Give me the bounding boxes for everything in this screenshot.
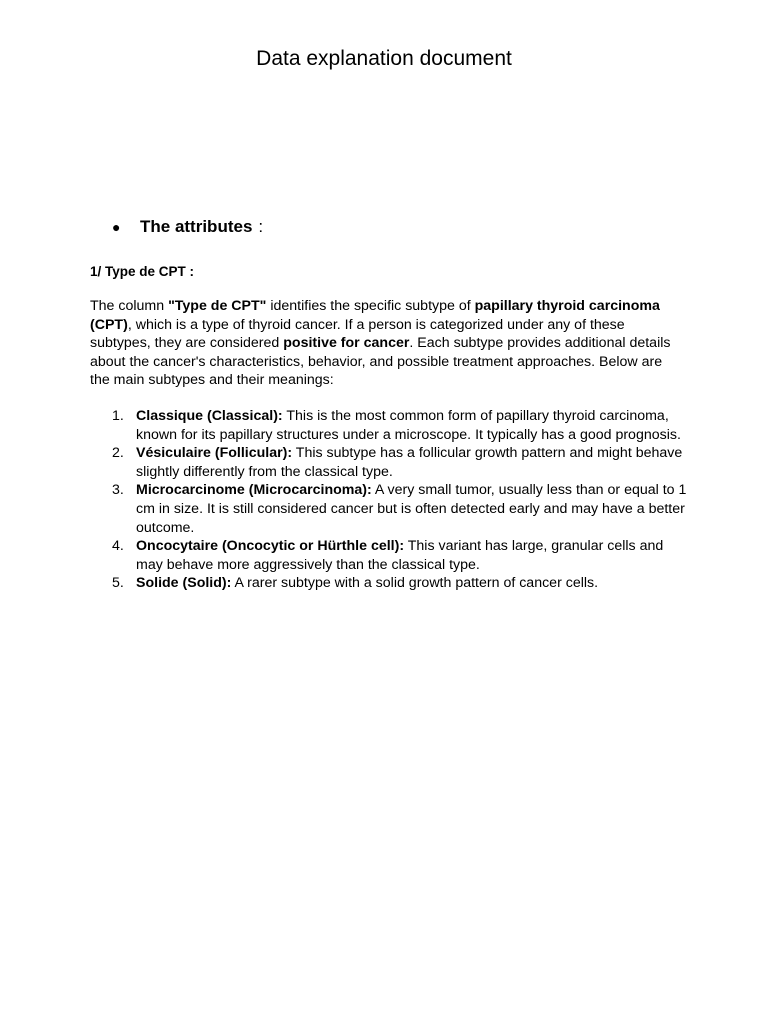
list-item-number: 5. [112, 575, 124, 592]
attributes-heading-colon: : [258, 217, 264, 236]
list-item [90, 537, 690, 574]
list-item [90, 444, 690, 481]
subtype-name: Classique (Classical): [136, 408, 283, 424]
document-title: Data explanation document [256, 47, 512, 70]
subtype-name: Vésiculaire (Follicular): [136, 445, 293, 462]
intro-bold-cancer-name: papillary thyroid carcinoma (CPT) [90, 298, 660, 333]
attributes-heading-label: The attributes [140, 217, 253, 236]
intro-text-4: . Each subtype provides additional details about the cancer's characteristics, behavior, and possible treatment approaches. Below are the main subtypes and their meanings: [90, 335, 671, 389]
subtype-description: This is the most common form of papillary thyroid carcinoma, known for its papillary structures under a microscope. It typically has a good prognosis. [136, 408, 681, 443]
subtype-description: This subtype has a follicular growth pattern and might behave slightly differently from the classical type. [136, 445, 683, 480]
intro-bold-column-name: "Type de CPT" [168, 298, 267, 314]
section-title: 1/ Type de CPT : [90, 264, 195, 279]
subtypes-list [90, 407, 690, 593]
subtype-name: Microcarcinome (Microcarcinoma): [136, 482, 372, 499]
intro-bold-positive: positive for cancer [283, 335, 410, 352]
intro-text-1: The column [90, 298, 169, 314]
list-item-number: 1. [112, 408, 124, 424]
list-item-number: 4. [112, 538, 124, 555]
list-item-number: 3. [112, 482, 124, 499]
subtype-description: A very small tumor, usually less than or equal to 1 cm in size. It is still considered cancer but is often detected early and may have a better outcome. [136, 482, 687, 536]
attributes-heading [112, 215, 263, 239]
subtype-name: Solide (Solid): [136, 575, 232, 592]
subtype-description: This variant has large, granular cells and may behave more aggressively than the classical type. [136, 538, 664, 573]
list-item [90, 407, 690, 444]
list-item-number: 2. [112, 445, 124, 462]
intro-paragraph [90, 297, 680, 390]
intro-text-3: , which is a type of thyroid cancer. If a person is categorized under any of these subtypes, they are considered [90, 316, 625, 352]
subtype-description: A rarer subtype with a solid growth pattern of cancer cells. [231, 575, 599, 592]
subtype-name: Oncocytaire (Oncocytic or Hürthle cell): [136, 538, 405, 555]
list-item [90, 481, 690, 537]
bullet-icon: ● [112, 219, 121, 235]
list-item [90, 574, 690, 593]
intro-text-2: identifies the specific subtype of [266, 298, 475, 314]
